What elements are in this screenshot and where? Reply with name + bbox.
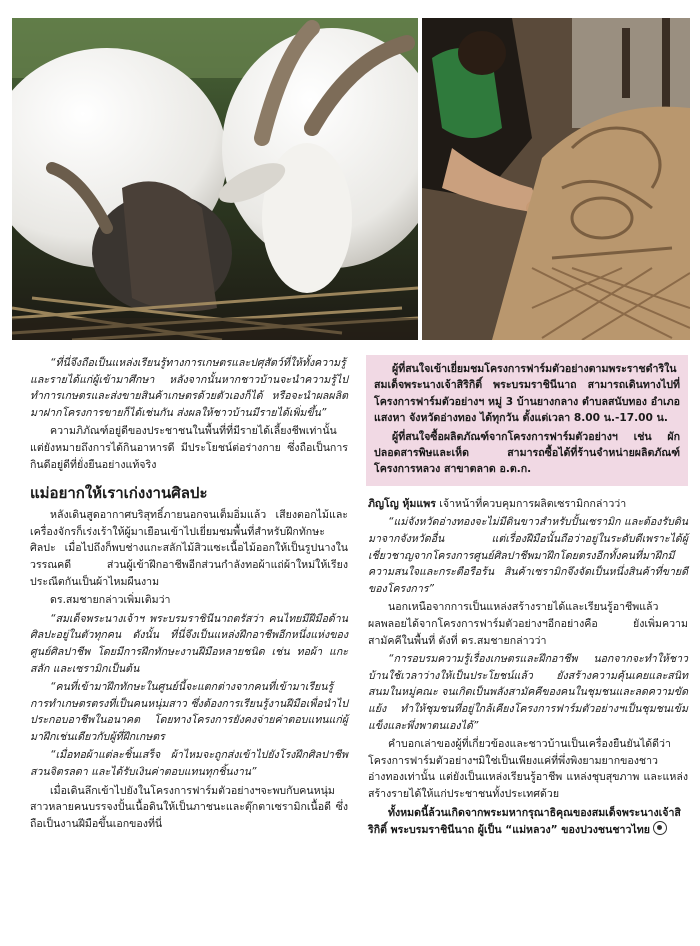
info-purchase: ผู้ที่สนใจซื้อผลิตภัณฑ์จากโครงการฟาร์มตัวอย่างฯ เช่น ผักปลอดสารพิษและเห็ด สามารถซื้อได้ที่ร้านจำหน่ายผลิตภัณฑ์โครงการหลวง สาขาตลาด อ.ต.ก. (374, 430, 680, 476)
person-name: ภิญโญ หุ้มแพร (368, 497, 436, 510)
quote-queen-art: “สมเด็จพระนางเจ้าฯ พระบรมราชินีนาถตรัสว่า คนไทยมีฝีมือด้านศิลปะอยู่ในตัวทุกคน ดังนั้น ที่นี่จึงเป็นแหล่งฝึกอาชีพอีกหนึ่งแห่งของศูนย์ศิลปาชีพ โดยมีการฝึกทักษะงานฝีมือหลายชนิด เช่น ทอผ้า แกะสลัก และเซรามิกเป็นต้น (30, 612, 348, 675)
closing-text: ทั้งหมดนี้ล้วนเกิดจากพระมหากรุณาธิคุณของสมเด็จพระนางเจ้าสิริกิติ์ พระบรมราชินีนาถ ผู้เป็น “แม่หลวง” ของปวงชนชาวไทย (368, 806, 681, 837)
quote-young-trainees: “คนที่เข้ามาฝึกทักษะในศูนย์นี้จะแตกต่างจากคนที่เข้ามาเรียนรู้การทำเกษตรตรงที่เป็นคนหนุ่มสาว ซึ่งต้องการเรียนรู้งานฝีมือเพื่อนำไปประกอบอาชีพในอนาคต โดยทางโครงการยังคงจ่ายค่าตอบแทนแก่ผู้มาฝึกเช่นเดียวกับผู้ที่ฝึกเกษตร (30, 681, 348, 743)
paragraph-testimony: คำบอกเล่าของผู้ที่เกี่ยวข้องและชาวบ้านเป็นเครื่องยืนยันได้ดีว่า โครงการฟาร์มตัวอย่างฯมิใช่เป็นเพียงแค่ที่พึ่งพิงยามยากของชาวอ่างทองเท่านั้น แต่ยังเป็นแหล่งเรียนรู้อาชีพ แหล่งชุบสุขภาพ และแหล่งสร้างรายได้ให้แก่ประชาชนทั้งประเทศด้วย (368, 738, 688, 800)
quote-silk-weaving: “เมื่อทอผ้าแต่ละชิ้นเสร็จ ผ้าไหมจะถูกส่งเข้าไปยังโรงฝึกศิลปาชีพ สวนจิตรลดา และได้รับเงินค่าตอบแทนทุกชิ้นงาน” (30, 749, 348, 779)
visitor-info-box (366, 355, 688, 486)
quote-learning-center: “ที่นี่จึงถือเป็นแหล่งเรียนรู้ทางการเกษตรและปศุสัตว์ที่ให้ทั้งความรู้และรายได้แก่ผู้เข้ามาศึกษา หลังจากนั้นหากชาวบ้านจะนำความรู้ไปทำการเกษตรและส่งขายสินค้าเกษตรด้วยตัวเองก็ได้ หรือจะนำผลผลิตมาฝากโครงการขายก็ได้เช่นกัน ส่งผลให้ชาวบ้านมีรายได้เพิ่มขึ้น” (30, 357, 348, 419)
paragraph-wellbeing: ความภิภัณฑ์อยู่ดีของประชาชนในพื้นที่ที่มีรายได้เลี้ยงชีพเท่านั้น แต่ยังหมายถึงการได้กินอาหารดี มีประโยชน์ต่อร่างกาย ซึ่งถือเป็นการกินดีอยู่ดีที่ยั่งยืนอย่างแท้จริง (30, 425, 348, 471)
paragraph-ceramics: เมื่อเดินลึกเข้าไปยังในโครงการฟาร์มตัวอย่างฯจะพบกับคนหนุ่มสาวหลายคนบรรจงปั้นเนื้อดินให้เป็นภาชนะและตุ๊กตาเซรามิกเนื้อดี ซึ่งถือเป็นงานฝีมือขึ้นเอกของที่นี่ (30, 784, 348, 830)
right-column (368, 355, 688, 841)
paragraph-pinyo (368, 496, 688, 513)
quote-ceramic-clay: “แม่จังหวัดอ่างทองจะไม่มีดินขาวสำหรับปั้นเซรามิก และต้องรับดินมาจากจังหวัดอื่น แต่เรื่องฝีมือนั้นถือว่าอยู่ในระดับดีเพราะได้ผู้เชี่ยวชาญจากโครงการศูนย์ศิลปาชีพมาฝึกโดยตรงอีกทั้งคนที่มาฝึกมีความสนใจและกระตือรือร้น สินค้าเซรามิกจึงจัดเป็นหนึ่งสินค้าที่ขายดีของโครงการ” (368, 516, 688, 595)
left-column (30, 355, 348, 834)
wood-carving-illustration (422, 18, 690, 340)
end-of-article-icon (653, 821, 667, 835)
paragraph-closing (368, 805, 688, 839)
paragraph-unity: นอกเหนือจากการเป็นแหล่งสร้างรายได้และเรียนรู้อาชีพแล้ว ผลพลอยได้จากโครงการฟาร์มตัวอย่างฯอีกอย่างคือ ยังเพิ่มความสามัคคีในพื้นที่ ดังที่ ดร.สมชายกล่าวว่า (368, 601, 688, 647)
paragraph-dr-somchai-intro: ดร.สมชายกล่าวเพิ่มเติมว่า (50, 594, 171, 607)
info-visit: ผู้ที่สนใจเข้าเยี่ยมชมโครงการฟาร์มตัวอย่างตามพระราชดำริในสมเด็จพระนางเจ้าสิริกิติ์ พระบรมราชินีนาถ สามารถเดินทางไปที่โครงการฟาร์มตัวอย่างฯ หมู่ 3 บ้านยางกลาง ตำบลสนับทอง อำเภอแสงหา จังหวัดอ่างทอง ได้ทุกวัน ตั้งแต่เวลา 8.00 น.-17.00 น. (374, 363, 680, 425)
quote-training-unity: “การอบรมความรู้เรื่องเกษตรและฝึกอาชีพ นอกจากจะทำให้ชาวบ้านใช้เวลาว่างให้เป็นประโยชน์แล้ว ยังสร้างความคุ้นเคยและสนิทสนมในหมู่คณะ จนเกิดเป็นพลังสามัคคีของคนในชุมชนและลดความขัดแย้ง ทำให้ชุมชนที่อยู่ใกล้เคียงโครงการฟาร์มตัวอย่างฯเป็นชุมชนเข้มแข็งและพึ่งพาตนเองได้” (368, 653, 688, 732)
section-heading: แม่อยากให้เราเก่งงานศิลปะ (30, 484, 208, 503)
paragraph-art-area: หลังเดินสูดอากาศบริสุทธิ์ภายนอกจนเต็มอิ่มแล้ว เสียงตอกไม้และเครื่องจักรก็เร่งเร้าให้ผู้มาเยือนเข้าไปเยี่ยมชมพื้นที่สำหรับฝึกทักษะศิลปะ เมื่อไปถึงก็พบช่างแกะสลักไม้สิวแซะเนื้อไม้ออกให้เป็นรูปนางในวรรณคดี ส่วนผู้เข้าฝึกอาชีพอีกส่วนกำลังทอผ้าแถ่ผ้าใหม่ให้เรียงประณีตกันเป็นผ้าไหมผืนงาม (30, 509, 348, 588)
goats-illustration (12, 18, 418, 340)
person-role: เจ้าหน้าที่ควบคุมการผลิตเซรามิกกล่าวว่า (435, 497, 627, 510)
photo-wood-carving (422, 18, 690, 340)
photo-goats (12, 18, 418, 340)
